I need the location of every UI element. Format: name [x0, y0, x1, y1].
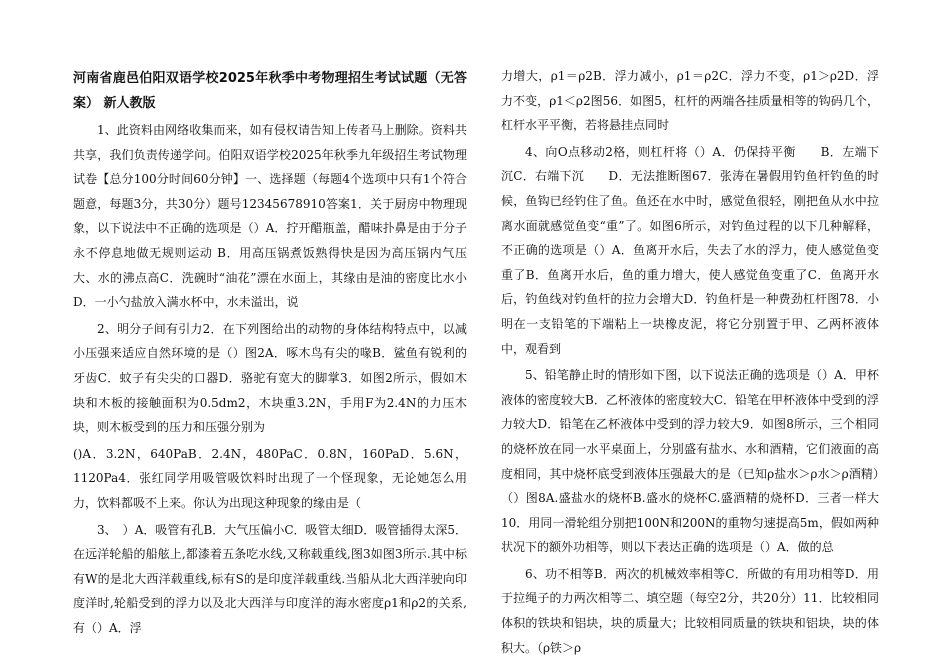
right-column: [501, 64, 879, 662]
paragraph: 4、向O点移动2格，则杠杆将（）A．仍保持平衡 B．左端下沉C．右端下沉 D．无法推断图67．张涛在暑假用钓鱼杆钓鱼的时候，鱼钩已经钓住了鱼。鱼还在水中时，感觉鱼很轻，刚把鱼从水中拉离水面就感觉鱼变“重”了。如图6所示，对钓鱼过程的以下几种解释，不正确的选项是（）A．鱼离开水后，失去了水的浮力，使人感觉鱼变重了B．鱼离开水后，鱼的重力增大，使人感觉鱼变重了C．鱼离开水后，钓鱼线对钓鱼杆的拉力会增大D．钓鱼杆是一种费劲杠杆图78．小明在一支铅笔的下端粘上一块橡皮泥，将它分别置于甲、乙两杯液体中，观看到: [501, 144, 879, 356]
paragraph: 5、铅笔静止时的情形如下图，以下说法正确的选项是（）A．甲杯液体的密度较大B．乙杯液体的密度较大C．铅笔在甲杯液体中受到的浮力较大D．铅笔在乙杯液体中受到的浮力较大9．如图8所示，三个相同的烧杯放在同一水平桌面上，分别盛有盐水、水和酒精，它们液面的高度相同，其中烧杯底受到液体压强最大的是（已知ρ盐水＞ρ水＞ρ酒精）（）图8A.盛盐水的烧杯B.盛水的烧杯C.盛酒精的烧杯D．三者一样大10．用同一滑轮组分别把100N和200N的重物匀速提高5m，假如两种状况下的额外功相等，则以下表达正确的选项是（）A．做的总: [501, 368, 879, 555]
paragraph: 1、此资料由网络收集而来，如有侵权请告知上传者马上删除。资料共共享，我们负责传递学问。伯阳双语学校2025年秋季九年级招生考试物理试卷【总分100分时间60分钟】一、选择题（每题4个选项中只有1个符合题意，每题3分，共30分）题号12345678910答案1．关于厨房中物理现象，以下说法中不正确的选项是（）A．拧开醋瓶盖，醋味扑鼻是由于分子永不停息地做无规则运动 B．用高压锅煮饭熟得快是因为高压锅内气压大、水的沸点高C．洗碗时“油花”漂在水面上，其缘由是油的密度比水小D．一小勺盐放入满水杯中，水未溢出，说: [73, 123, 467, 310]
paragraph: 3、 ）A．吸管有孔B．大气压偏小C．吸管太细D．吸管插得太深5．在远洋轮船的船舷上,都漆着五条吃水线,又称载重线,图3如图3所示.其中标有W的是北大西洋载重线,标有S的是印度洋载重线.当船从北大西洋驶向印度洋时,轮船受到的浮力以及北大西洋与印度洋的海水密度ρ1和ρ2的关系,有（）A．浮: [73, 522, 467, 635]
document-title: 河南省鹿邑伯阳双语学校2025年秋季中考物理招生考试试题（无答案） 新人教版: [73, 71, 467, 111]
paragraph: 2、明分子间有引力2．在下列图给出的动物的身体结构特点中，以减小压强来适应自然环境的是（）图2A．啄木鸟有尖的喙B．鲨鱼有锐利的牙齿C．蚊子有尖尖的口器D．骆驼有宽大的脚掌3．如图2所示，假如木块和木板的接触面积为0.5dm2，木块重3.2N，手用F为2.4N的力压木块，则木板受到的压力和压强分别为: [73, 321, 467, 435]
paragraph: ()A．3.2N，640PaB．2.4N，480PaC．0.8N，160PaD．5.6N，1120Pa4．张红同学用吸管吸饮料时出现了一个怪现象，无论她怎么用力，饮料都吸不上来。你认为出现这种现象的缘由是（: [73, 446, 467, 510]
left-column: [73, 66, 467, 642]
paragraph: 力增大，ρ1＝ρ2B．浮力减小，ρ1＝ρ2C．浮力不变，ρ1＞ρ2D．浮力不变，ρ1＜ρ2图56．如图5，杠杆的两端各挂质量相等的钩码几个，杠杆水平平衡，若将悬挂点同时: [501, 69, 879, 133]
paragraph: 6、功不相等B．两次的机械效率相等C．所做的有用功相等D．用于拉绳子的力两次相等二、填空题（每空2分，共20分）11．比较相同体积的铁块和铝块，块的质量大；比较相同质量的铁块和铝块，块的体积大。（ρ铁＞ρ: [501, 566, 879, 655]
